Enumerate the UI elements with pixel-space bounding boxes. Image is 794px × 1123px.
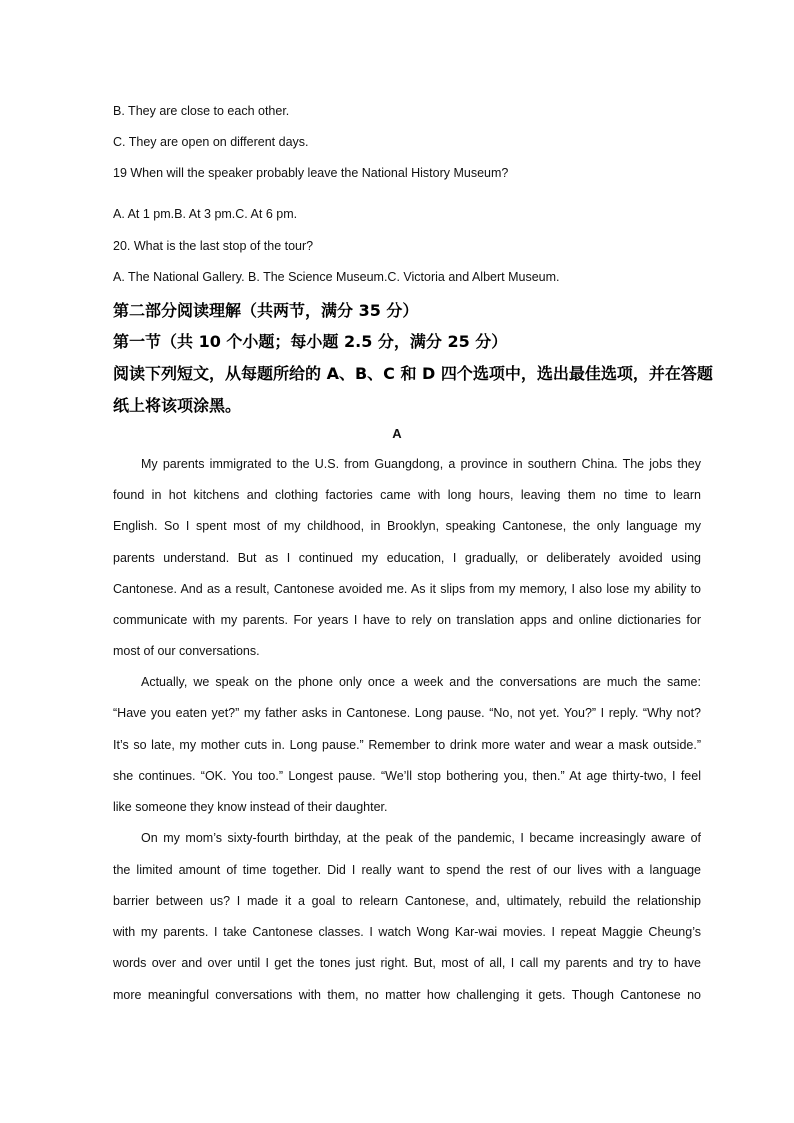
- passage-line: “Have you eaten yet?” my father asks in Cantonese. Long pause. “No, not yet. You?” I reply. “Why not?: [113, 706, 701, 720]
- question-20-options: A. The National Gallery. B. The Science Museum.C. Victoria and Albert Museum.: [113, 270, 560, 284]
- passage-line: Cantonese. And as a result, Cantonese avoided me. As it slips from my memory, I also lose my ability to: [113, 582, 701, 596]
- passage-line: more meaningful conversations with them, no matter how challenging it gets. Though Cantonese no: [113, 988, 701, 1002]
- passage-line: My parents immigrated to the U.S. from Guangdong, a province in southern China. The jobs they: [141, 457, 701, 471]
- question-19-options: A. At 1 pm.B. At 3 pm.C. At 6 pm.: [113, 207, 298, 221]
- passage-line: communicate with my parents. For years I have to rely on translation apps and online dictionaries for: [113, 613, 701, 627]
- passage-line: the limited amount of time together. Did I really want to spend the rest of our lives with a language: [113, 863, 701, 877]
- passage-line: found in hot kitchens and clothing factories came with long hours, leaving them no time to learn: [113, 488, 701, 502]
- passage-line: most of our conversations.: [113, 644, 260, 658]
- passage-line: English. So I spent most of my childhood, in Brooklyn, speaking Cantonese, the only language my: [113, 519, 701, 533]
- passage-line: with my parents. I take Cantonese classes. I watch Wong Kar-wai movies. I repeat Maggie Cheung’s: [113, 925, 701, 939]
- passage-line: On my mom’s sixty-fourth birthday, at the peak of the pandemic, I became increasingly aware of: [141, 831, 701, 845]
- question-20: 20. What is the last stop of the tour?: [113, 239, 314, 253]
- part-title: 第二部分阅读理解（共两节，满分 35 分）: [113, 301, 419, 320]
- instruction-line-2: 纸上将该项涂黑。: [113, 396, 242, 415]
- passage-line: Actually, we speak on the phone only once a week and the conversations are much the same:: [141, 675, 701, 689]
- passage-line: It’s so late, my mother cuts in. Long pause.” Remember to drink more water and wear a mask outside.”: [113, 738, 701, 752]
- passage-line: barrier between us? I made it a goal to relearn Cantonese, and, ultimately, rebuild the relationship: [113, 894, 701, 908]
- section-title: 第一节（共 10 个小题；每小题 2.5 分，满分 25 分）: [113, 332, 508, 351]
- passage-line: like someone they know instead of their daughter.: [113, 800, 388, 814]
- instruction-line-1: 阅读下列短文，从每题所给的 A、B、C 和 D 四个选项中，选出最佳选项，并在答题: [113, 364, 713, 383]
- option-b-prev: B. They are close to each other.: [113, 104, 290, 118]
- question-19: 19 When will the speaker probably leave the National History Museum?: [113, 166, 509, 180]
- passage-line: words over and over until I get the tones just right. But, most of all, I call my parents and try to have: [113, 956, 701, 970]
- option-c-prev: C. They are open on different days.: [113, 135, 309, 149]
- passage-label: A: [392, 426, 402, 441]
- passage-line: she continues. “OK. You too.” Longest pause. “We’ll stop bothering you, then.” At age thirty-two, I feel: [113, 769, 701, 783]
- passage-line: parents understand. But as I continued my education, I gradually, or deliberately avoided using: [113, 551, 701, 565]
